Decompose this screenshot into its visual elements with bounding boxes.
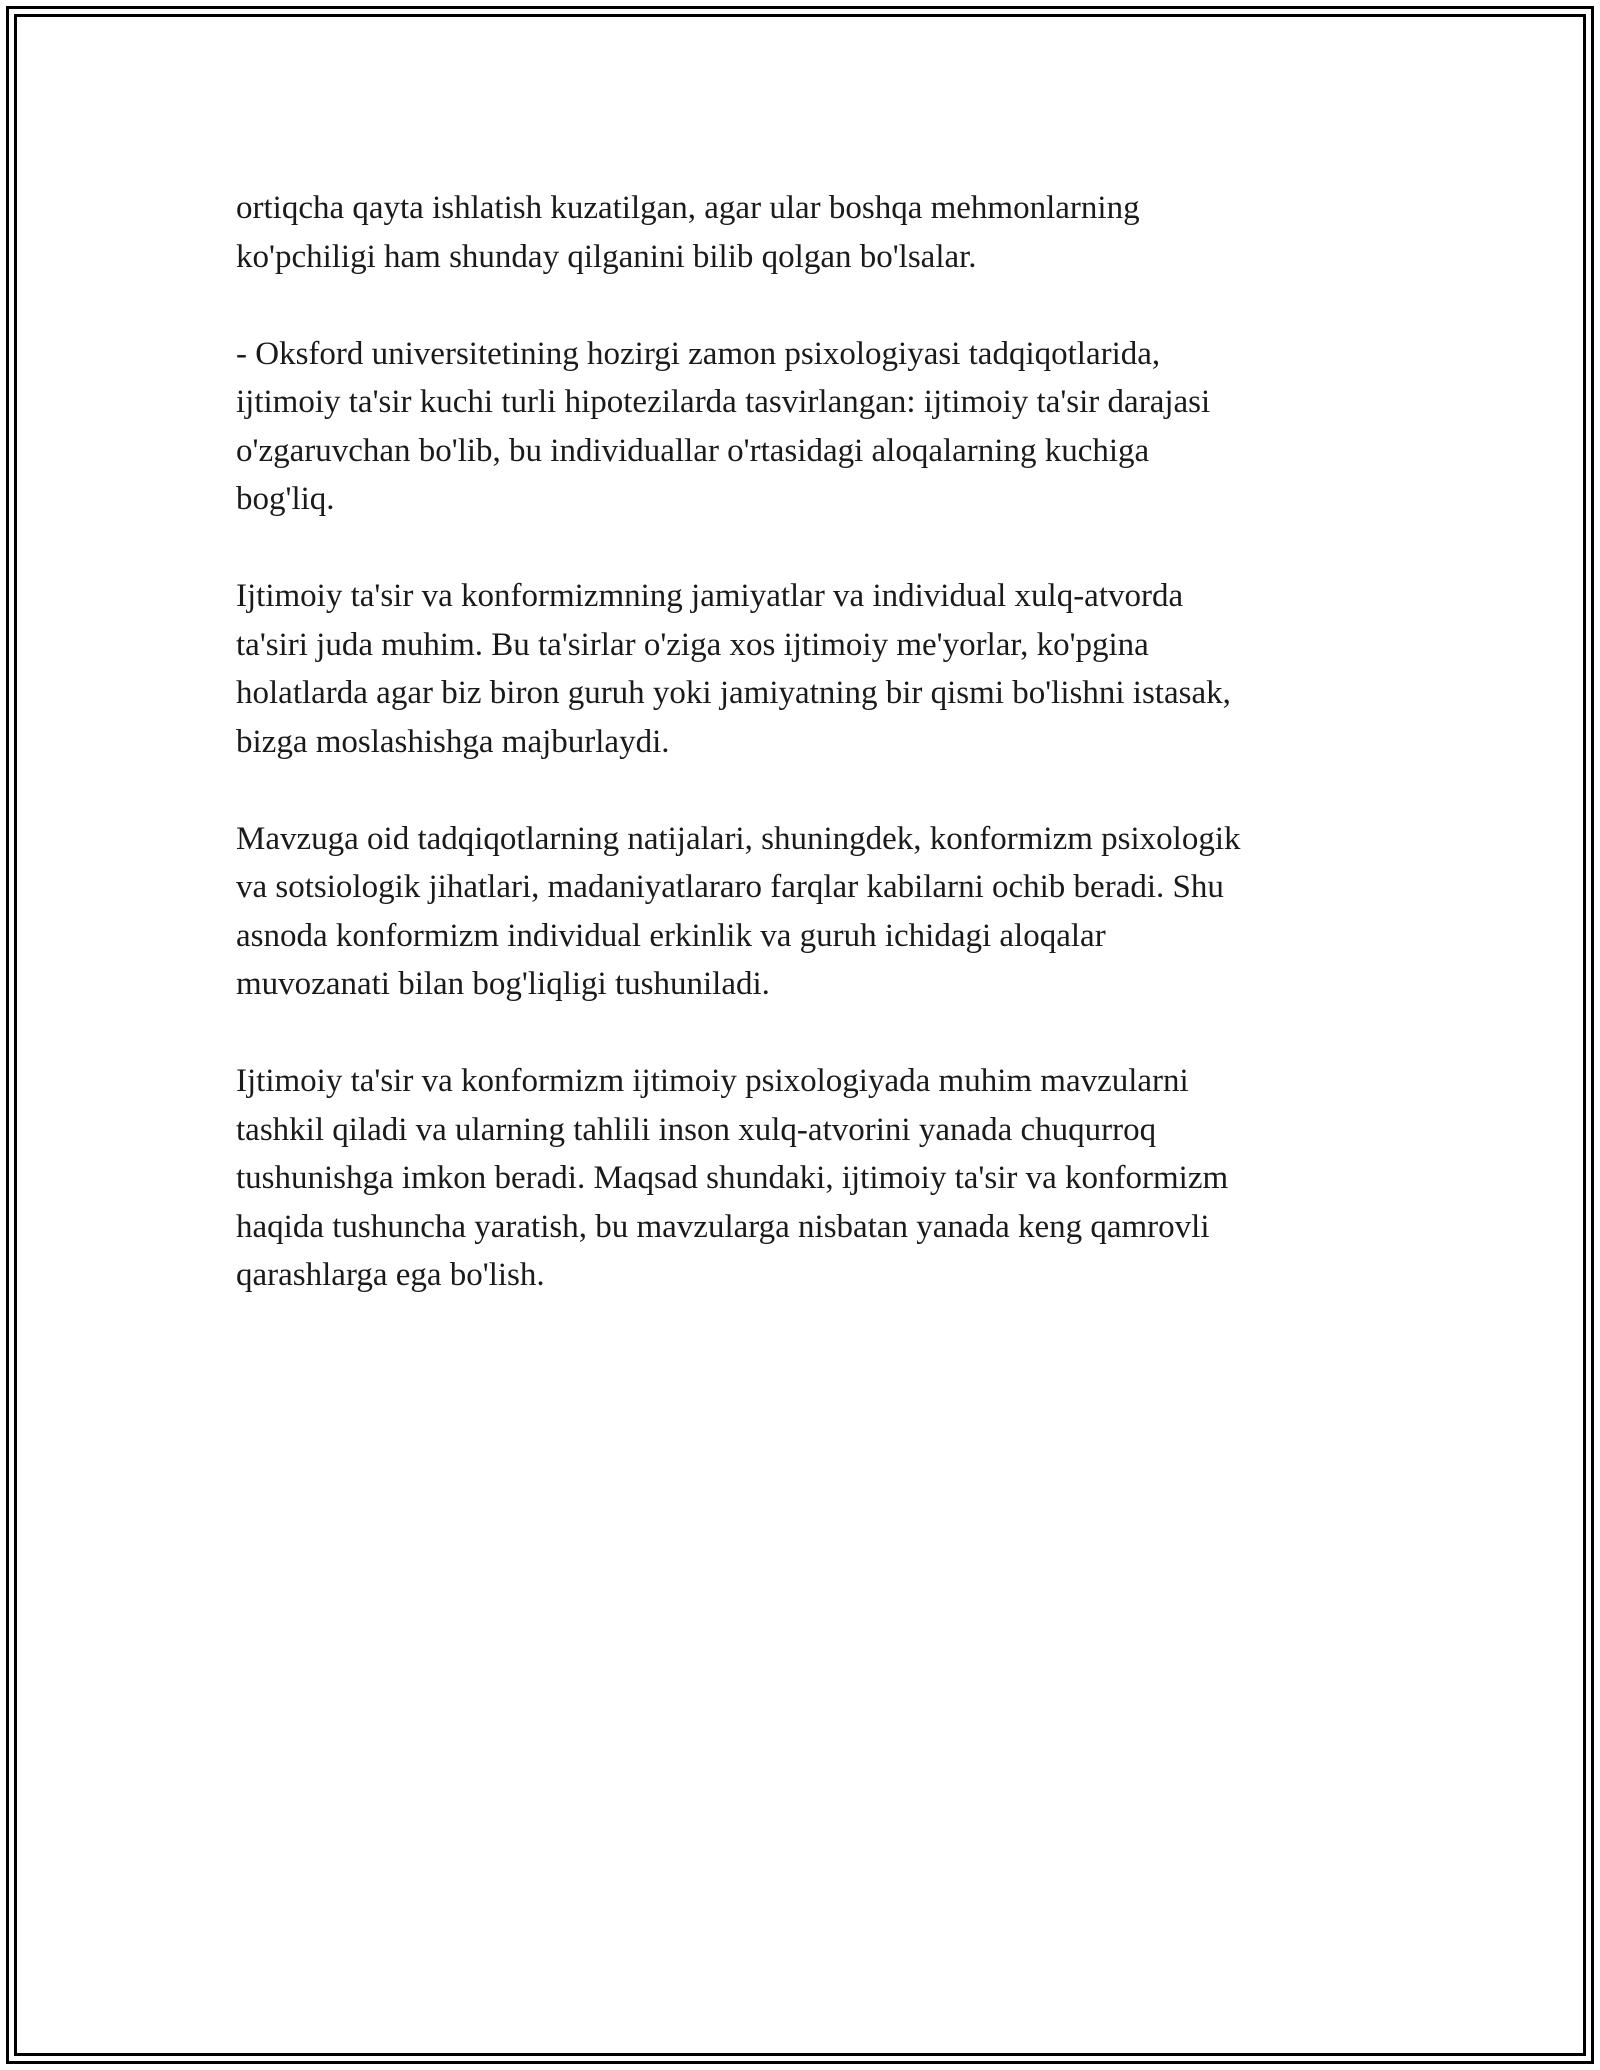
paragraph-2: - Oksford universitetining hozirgi zamon psixologiyasi tadqiqotlarida, ijtimoiy ta'sir kuchi turli hipotezilarda tasvirlangan: ijtimoiy ta'sir darajasi o'zgaruvchan bo'lib, bu individuallar o'rtasidagi aloqalarning kuchiga bog'liq. [236, 335, 1211, 517]
paragraph-1: ortiqcha qayta ishlatish kuzatilgan, agar ular boshqa mehmonlarning ko'pchiligi ham shunday qilganini bilib qolgan bo'lsalar. [236, 190, 1140, 275]
document-body [236, 184, 1376, 1348]
paragraph-3: Ijtimoiy ta'sir va konformizmning jamiyatlar va individual xulq-atvorda ta'siri juda muhim. Bu ta'sirlar o'ziga xos ijtimoiy me'yorlar, ko'pgina holatlarda agar biz biron guruh yoki jamiyatning bir qismi bo'lishni istasak, bizga moslashishga majburlaydi. [236, 578, 1231, 760]
paragraph-4: Mavzuga oid tadqiqotlarning natijalari, shuningdek, konformizm psixologik va sotsiologik jihatlari, madaniyatlararo farqlar kabilarni ochib beradi. Shu asnoda konformizm individual erkinlik va guruh ichidagi aloqalar muvozanati bilan bog'liqligi tushuniladi. [236, 820, 1241, 1002]
paragraph-5: Ijtimoiy ta'sir va konformizm ijtimoiy psixologiyada muhim mavzularni tashkil qiladi va ularning tahlili inson xulq-atvorini yanada chuqurroq tushunishga imkon beradi. Maqsad shundaki, ijtimoiy ta'sir va konformizm haqida tushuncha yaratish, bu mavzularga nisbatan yanada keng qamrovli qarashlarga ega bo'lish. [236, 1063, 1229, 1293]
